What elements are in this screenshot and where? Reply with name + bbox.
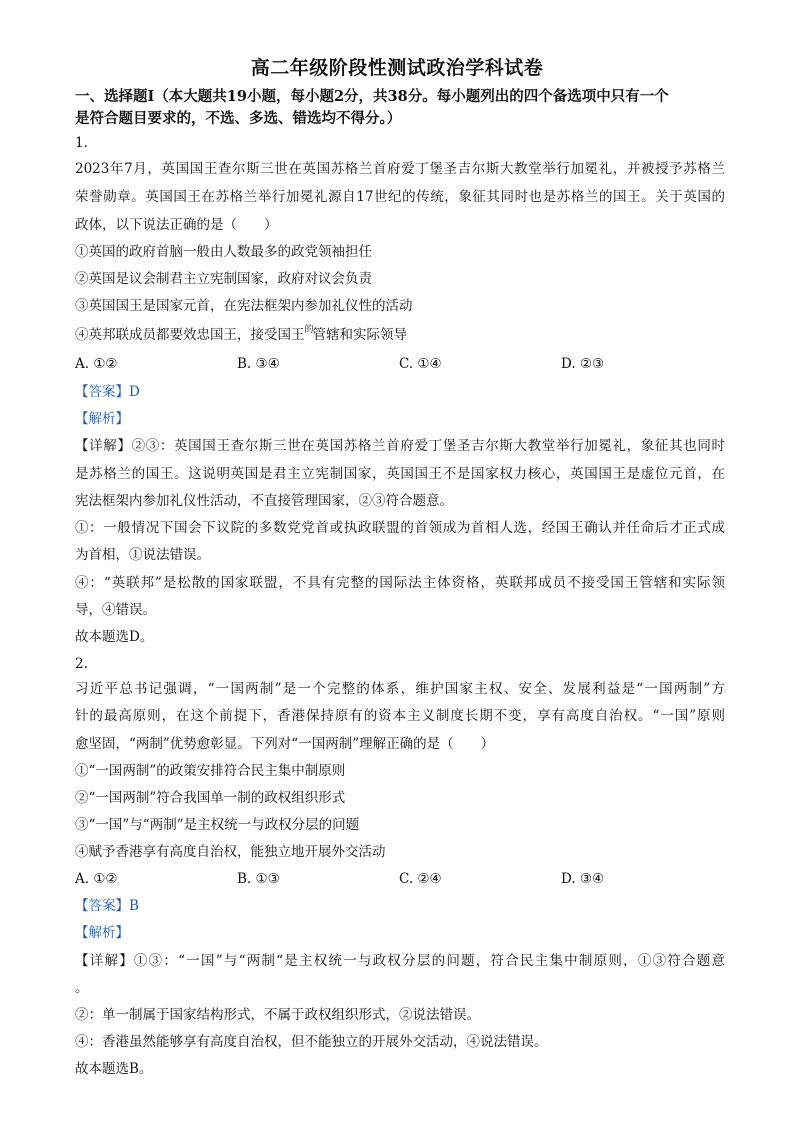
- statement: ②“一国两制”符合我国单一制的政权组织形式: [75, 790, 346, 806]
- question-stem-line: 习近平总书记强调，“一国两制”是一个完整的体系，维护国家主权、安全、发展利益是“一国两制”方: [75, 681, 725, 697]
- analysis-line: ④：香港虽然能够享有高度自治权，但不能独立的开展外交活动，④说法错误。: [75, 1034, 548, 1050]
- statement: ④赋予香港享有高度自治权，能独立地开展外交活动: [75, 844, 386, 860]
- question-stem-line: 愈坚固，“两制”优势愈彰显。下列对“一国两制”理解正确的是（ ）: [75, 736, 495, 752]
- question-number: 1.: [75, 135, 88, 151]
- statement: ③英国国王是国家元首，在宪法框架内参加礼仪性的活动: [75, 298, 413, 314]
- analysis-line: 为首相，①说法错误。: [75, 547, 210, 563]
- analysis-line: 是苏格兰的国王。这说明英国是君主立宪制国家，英国国王不是国家权力核心，英国国王是虚位元首，在: [75, 466, 725, 482]
- question-stem-line: 针的最高原则，在这个前提下，香港保持原有的资本主义制度长期不变，享有高度自治权。“一国”原则: [75, 708, 725, 724]
- answer-label: 【答案】D: [75, 384, 140, 400]
- option-d: D. ③④: [561, 871, 605, 887]
- statement: ①英国的政府首脑一般由人数最多的政党领袖担任: [75, 244, 372, 260]
- analysis-line: ④：“英联邦”是松散的国家联盟，不具有完整的国际法主体资格，英联邦成员不接受国王管辖和实际领: [75, 575, 725, 591]
- question-stem-line: 2023年7月，英国国王查尔斯三世在英国苏格兰首府爱丁堡圣吉尔斯大教堂举行加冕礼，并被授予苏格兰: [75, 161, 725, 177]
- analysis-line: 【详解】②③：英国国王查尔斯三世在英国苏格兰首府爱丁堡圣吉尔斯大教堂举行加冕礼，象征其也同时: [75, 438, 725, 454]
- statement-text: ④英邦联成员都要效忠国王，接受国王: [75, 327, 305, 343]
- option-a: A. ①②: [75, 871, 118, 887]
- option-c: C. ②④: [399, 871, 442, 887]
- analysis-line: 故本题选D。: [75, 629, 154, 645]
- analysis-line: ②：单一制属于国家结构形式，不属于政权组织形式，②说法错误。: [75, 1007, 480, 1023]
- analysis-line: 宪法框架内参加礼仪性活动，不直接管理国家，②③符合题意。: [75, 493, 453, 509]
- option-b: B. ①③: [237, 871, 280, 887]
- option-a: A. ①②: [75, 356, 118, 372]
- analysis-line: ①：一般情况下国会下议院的多数党党首或执政联盟的首领成为首相人选，经国王确认并任命后才正式成: [75, 520, 725, 536]
- option-b: B. ③④: [237, 356, 280, 372]
- analysis-line: 故本题选B。: [75, 1061, 153, 1077]
- answer-label: 【答案】B: [75, 898, 139, 914]
- statement: ②英国是议会制君主立宪制国家，政府对议会负责: [75, 271, 372, 287]
- question-number: 2.: [75, 656, 88, 672]
- section-heading-line-1: 一、选择题Ⅰ（本大题共19小题，每小题2分，共38分。每小题列出的四个备选项中只有一个: [75, 88, 669, 105]
- statement-superscript: 的: [304, 325, 313, 335]
- statement: ③“一国”与“两制”是主权统一与政权分层的问题: [75, 817, 360, 833]
- statement: [75, 326, 725, 346]
- question-stem-line: 政体，以下说法正确的是（ ）: [75, 217, 278, 233]
- analysis-line: 。: [75, 980, 89, 996]
- section-heading-line-2: 是符合题目要求的，不选、多选、错选均不得分。）: [75, 110, 402, 127]
- analysis-label: 【解析】: [75, 411, 129, 427]
- analysis-line: 导，④错误。: [75, 602, 156, 618]
- statement-text: 管辖和实际领导: [312, 327, 408, 343]
- option-d: D. ②③: [561, 356, 605, 372]
- page-title: 高二年级阶段性测试政治学科试卷: [250, 57, 544, 79]
- question-stem-line: 荣誉勋章。英国国王在苏格兰举行加冕礼源自17世纪的传统，象征其同时也是苏格兰的国王。关于英国的: [75, 189, 725, 205]
- analysis-line: 【详解】①③：“一国”与“两制“是主权统一与政权分层的问题，符合民主集中制原则，①③符合题意: [75, 953, 725, 969]
- analysis-label: 【解析】: [75, 925, 129, 941]
- statement: ①“一国两制”的政策安排符合民主集中制原则: [75, 763, 346, 779]
- option-c: C. ①④: [399, 356, 442, 372]
